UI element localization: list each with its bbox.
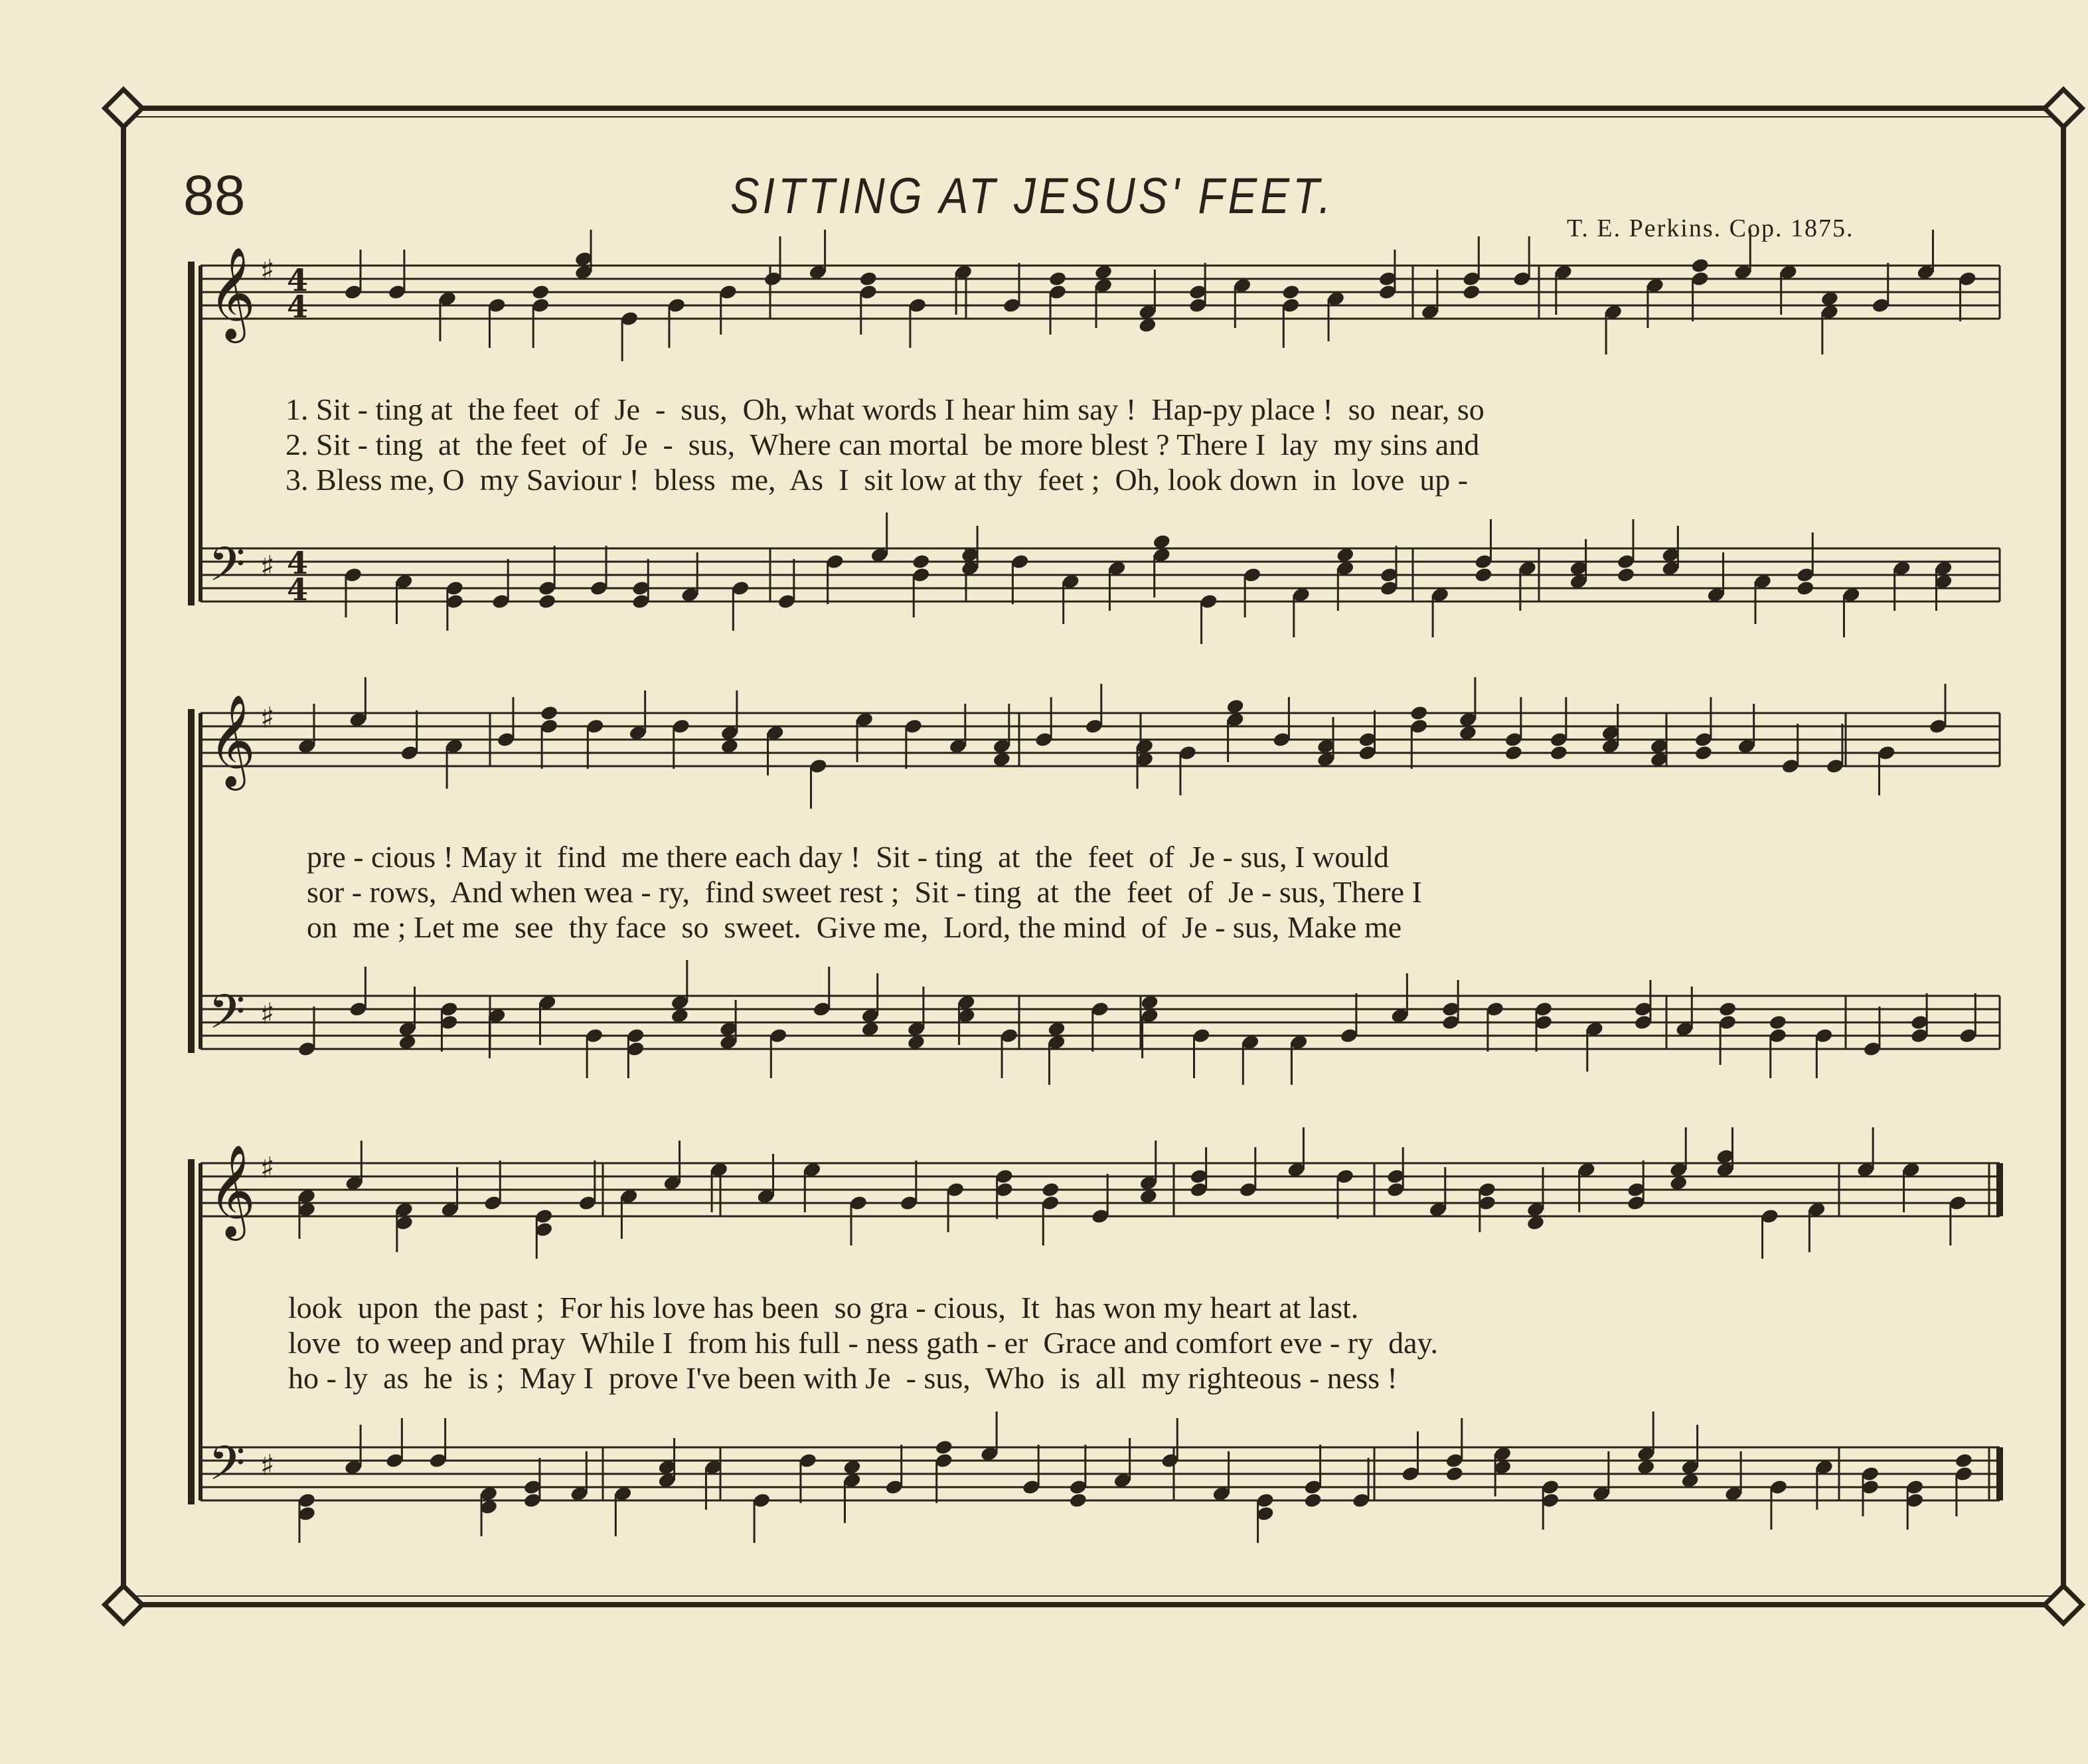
sharp-icon: ♯ [260,701,275,735]
note-head [1504,744,1523,761]
lyric-verse-3: ho - ly as he is ; May I prove I've been with Je - sus, Who is all my righteous - ness ! [288,1361,1398,1395]
note-head [934,1439,953,1455]
time-signature-treble: 4 [287,289,309,325]
note-head [531,283,550,300]
lyric-verse-2: sor - rows, And when wea - ry, find sweet rest ; Sit - ting at the feet of Je - sus, There I [307,875,1422,909]
lyric-verse-1: pre - cious ! May it find me there each day ! Sit - ting at the feet of Je - sus, I would [307,840,1389,874]
lyric-verse-1: look upon the past ; For his love has been so gra - cious, It has won my heart at last. [288,1291,1359,1324]
lyric-verse-2: 2. Sit - ting at the feet of Je - sus, Where can mortal be more blest ? There I lay my sins and [285,428,1480,461]
sharp-icon: ♯ [260,1449,275,1483]
lyric-verse-3: 3. Bless me, O my Saviour ! bless me, As I sit low at thy feet ; Oh, look down in love up - [285,463,1469,497]
note-head [1768,1014,1787,1030]
note-head [912,553,931,570]
lyric-verse-2: love to weep and pray While I from his full - ness gath - er Grace and comfort eve - ry day. [288,1326,1439,1360]
treble-clef-icon: 𝄞 [208,247,256,339]
page-number: 88 [183,164,246,226]
bass-clef-icon: 𝄢 [208,1436,246,1502]
sharp-icon: ♯ [260,254,275,287]
treble-clef-icon: 𝄞 [208,694,256,787]
note-head [1281,283,1301,300]
note-head [1718,1001,1737,1017]
composer-credit: T. E. Perkins. Cop. 1875. [1567,214,1854,242]
note-head [1617,566,1636,583]
note-head [1694,744,1714,761]
note-head [1409,704,1429,721]
note-head [540,704,559,721]
time-signature-treble: 4 [287,262,309,298]
sharp-icon: ♯ [260,1151,275,1185]
note-head [1048,270,1068,287]
note-head [1445,1465,1464,1482]
note-head [1955,1452,1974,1469]
bass-clef-icon: 𝄢 [208,537,246,603]
lyric-verse-3: on me ; Let me see thy face so sweet. Give me, Lord, the mind of Je - sus, Make me [307,910,1402,944]
lyric-verse-1: 1. Sit - ting at the feet of Je - sus, Oh, what words I hear him say ! Hap-py place ! so near, so [285,392,1485,426]
note-head [1068,1492,1087,1508]
note-head [858,270,878,287]
time-signature-bass: 4 [287,545,309,581]
treble-clef-icon: 𝄞 [208,1145,256,1237]
sharp-icon: ♯ [260,550,275,584]
note-head [538,593,557,609]
bass-clef-icon: 𝄢 [208,985,246,1051]
hymn-title: SITTING AT JESUS' FEET. [730,168,1334,224]
time-signature-bass: 4 [287,572,309,607]
note-head [1041,1181,1060,1198]
note-head [1303,1492,1323,1508]
note-head [1549,744,1568,761]
note-head [1474,566,1493,583]
note-head [1690,257,1710,274]
note-head [1462,283,1481,300]
sharp-icon: ♯ [260,997,275,1031]
note-head [1796,580,1815,596]
